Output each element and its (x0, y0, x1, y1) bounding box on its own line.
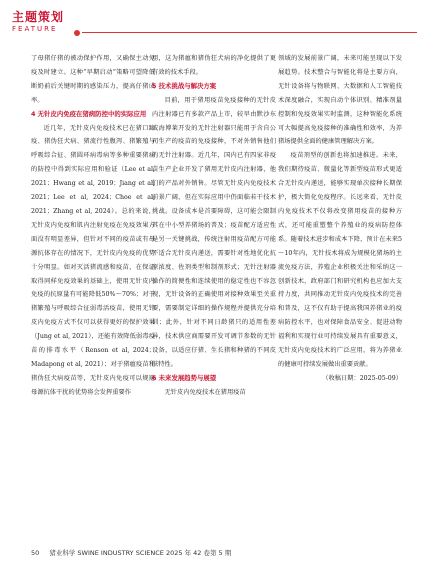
text-column-middle (152, 52, 276, 400)
paragraph: 了母猪仔猪的被动保护作用，又确保主动免疫及时建立。这种“早期启动”策略可望降低断奶前后关键时期的感染压力，提高仔猪成率。 (31, 55, 155, 104)
header-rule (82, 32, 417, 33)
section-title: 主题策划 (12, 10, 65, 24)
paragraph: 疫苗剂型的创新也将加速推进。未来，我们期待疫苗、微量化等新型疫苗形式更适合无针皮内递送，能够实现单次接种长期保护，极大简化免疫程序。长远来看，无针皮内免疫技术不仅将改变猪用疫苗的接种方式，还可能重塑整个养殖业的疫病防控体系。随着技术进步和成本下降，预计在未来5～10年内，无针技术将成为规模化猪场的主流免疫方法，养殖企业积极关注和采纳这一创新技术，政府部门和研究机构也应加大支持力度，共同推动无针皮内免疫技术的完善和普及，这不仅有助于提高我国养猪业的疫病防控水平，也对保障食品安全、促进动物福利和实现行业可持续发展具有重要意义，无针皮内免疫技术的广泛应用，将为养猪业的健康可持续发展做出重要贡献。 (278, 152, 402, 368)
page-number: 50 (31, 549, 40, 557)
paragraph: 目前，用于猪用疫苗免疫接种的无针皮内注射器已有多款产品上市，较早由默沙东或海博莱开发的无针注射器只能用于含自公司生产的疫苗的免疫接种，不对外销售他们的无针注射器。近几年，国内已有四家非疫苗生产企业开发了猪用无针皮内注射器，他们的产品对外销售。尽管无针皮内免疫技术前景广阔，但在实际应用中仍面临若干技术挑战。设备成本是首要障碍，这可能会限制其在中小型养猪场的普及；疫苗配方适应性是另一关键挑战，传统注射用疫苗配方可能不适合无针皮内递送，需要针对性地优化抗原浓度、佐剂类型和制剂形式；无针注射器操作的简便性和连续使用的稳定性也不容忽视，无针设备的正确使用对接种效果至关重要，需要制定详细的操作规程并提供充分培训；此外，针对不同日龄猪只的适用性差异，技术供应商需要开发可调节参数的无针设备，以适应仔猪、生长猪和种猪的不同皮肤特性。 (152, 96, 276, 368)
section-subtitle: FEATURE (12, 25, 58, 33)
journal-citation: 猪业科学 SWINE INDUSTRY SCIENCE 2025 年 42 卷第 5 期 (49, 549, 232, 557)
section-heading-5: 5 技术挑战与解决方案 (152, 81, 217, 90)
paragraph: 近几年，无针皮内免疫技术已在猪口蹄疫、猪伪狂犬病、猪流行性腹泻、猪繁殖与呼吸综合征、猪圆环病毒病等多种重要猪病的防控中得到实际应用和验证（Lee et al, 2021；Hwang et al, 2019；Jiang et al, 2021；Lee et al, 2024；Choe et al, 2021；Zhang et al, 2024）。总的来说，无针皮内免疫和肌内注射免疫在免疫效果方面没有明显差异，但针对不同的疫苗或有母源抗体存在的情况下，无针皮内免疫的优势十分明显。如对灭活猪流感和疫苗，在保证取得同样免疫效果的基础上，使用无针皮内免疫的抗原量有可能降低50%～70%；对于猪繁殖与呼吸综合征弱毒活疫苗，使用无针皮内免疫方式不仅可以获得更好的保护效果（Jung et al, 2021），还能有效降低弱毒疫苗的排毒水平（Renson et al, 2024；Madapong et al, 2021）；对于猪瘟疫苗和猪伪狂犬病疫苗等，无针皮内免疫可以规避母源抗体干扰的优势将会发挥重要作 (31, 124, 155, 396)
paragraph: 无针皮内免疫技术在猪用疫苗 (164, 388, 246, 396)
received-date: （收稿日期：2025-05-09） (322, 374, 402, 382)
page-header (12, 8, 417, 38)
section-heading-6: 6 未来发展趋势与展望 (152, 373, 217, 382)
text-column-right (278, 52, 402, 386)
page-footer (31, 548, 239, 557)
paragraph: 领域的发展前景广阔，未来可能呈现以下发展趋势。技术整合与智能化将是主要方向，无针设备将与物联网、大数据和人工智能技术深度融合，实现自动个体识别、精准剂量控制和免疫效果实时监测，这种智能化系统可大幅提高免疫接种的准确性和效率，为养猪场提供全面的健康管理解决方案。 (278, 55, 402, 146)
section-heading-4: 4 无针皮内免疫在猪病防控中的实际应用 (31, 109, 147, 118)
paragraph: 用，这为猪瘟和猪伪狂犬病的净化提供了更有效的技术手段。 (152, 55, 276, 76)
text-column-left (31, 52, 155, 400)
header-dot-decoration (74, 30, 80, 36)
